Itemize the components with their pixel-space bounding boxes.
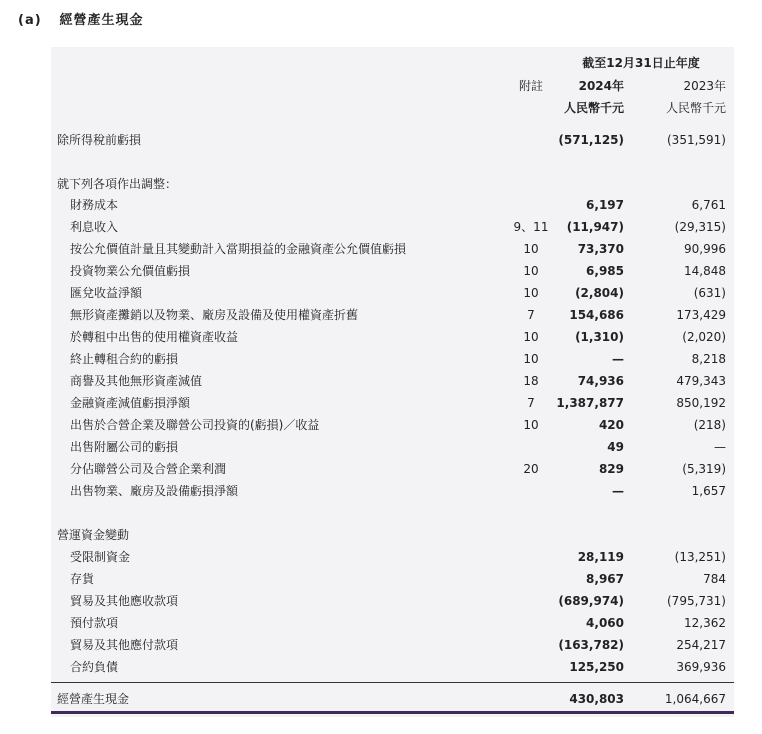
note-column-header: 附註	[518, 79, 543, 93]
row-description: 合約負債	[70, 660, 119, 674]
row-description: 匯兌收益淨額	[70, 286, 143, 300]
row-value-2024: —	[612, 484, 624, 498]
row-description: 經營產生現金	[57, 692, 130, 706]
row-description: 就下列各項作出調整：	[57, 177, 178, 191]
row-note: 10	[523, 418, 539, 432]
row-value-2024: 4,060	[586, 616, 624, 630]
row-value-2023: (2,020)	[682, 330, 726, 344]
row-value-2023: (631)	[693, 286, 726, 300]
row-value-2023: 254,217	[676, 638, 726, 652]
row-value-2024: 430,803	[569, 692, 624, 706]
unit-2023-header: 人民幣千元	[665, 101, 726, 115]
row-value-2024: 28,119	[577, 550, 624, 564]
unit-2024-header: 人民幣千元	[563, 101, 624, 115]
row-value-2024: (1,310)	[575, 330, 624, 344]
row-description: 商譽及其他無形資產減值	[70, 374, 203, 388]
section-heading	[18, 9, 144, 28]
row-value-2023: 6,761	[691, 198, 726, 212]
year-2023-header: 2023年	[683, 79, 726, 93]
row-description: 出售物業、廠房及設備虧損淨額	[70, 484, 239, 498]
row-description: 除所得稅前虧損	[57, 133, 142, 147]
row-description: 無形資產攤銷以及物業、廠房及設備及使用權資產折舊	[70, 308, 359, 322]
row-value-2023: 90,996	[684, 242, 726, 256]
row-value-2024: 154,686	[569, 308, 624, 322]
row-description: 貿易及其他應付款項	[70, 638, 179, 652]
row-description: 終止轉租合約的虧損	[70, 352, 179, 366]
row-note: 10	[523, 286, 539, 300]
year-2024-header: 2024年	[578, 79, 624, 93]
row-value-2024: 49	[607, 440, 624, 454]
row-value-2023: 1,657	[691, 484, 726, 498]
row-value-2024: (11,947)	[566, 220, 624, 234]
row-description: 貿易及其他應收款項	[70, 594, 179, 608]
row-note: 9、11	[513, 220, 549, 234]
row-value-2023: (13,251)	[674, 550, 726, 564]
row-value-2024: 1,387,877	[556, 396, 624, 410]
row-value-2024: —	[612, 352, 624, 366]
row-value-2024: (163,782)	[558, 638, 624, 652]
total-bottom-rule	[51, 711, 734, 714]
row-note: 10	[523, 352, 539, 366]
row-value-2024: 73,370	[577, 242, 624, 256]
row-value-2023: 14,848	[684, 264, 726, 278]
row-value-2023: (351,591)	[667, 133, 726, 147]
row-value-2024: 74,936	[577, 374, 624, 388]
row-note: 10	[523, 242, 539, 256]
row-description: 存貨	[70, 572, 95, 586]
row-value-2023: 12,362	[684, 616, 726, 630]
row-value-2023: 369,936	[676, 660, 726, 674]
row-note: 7	[527, 396, 535, 410]
row-value-2024: 6,197	[586, 198, 624, 212]
row-note: 18	[523, 374, 539, 388]
row-description: 出售於合營企業及聯營公司投資的(虧損)／收益	[70, 418, 320, 432]
row-note: 20	[523, 462, 539, 476]
row-note: 10	[523, 264, 539, 278]
row-value-2023: (795,731)	[667, 594, 726, 608]
row-description: 分佔聯營公司及合營企業利潤	[70, 462, 227, 476]
row-description: 出售附屬公司的虧損	[70, 440, 179, 454]
row-value-2023: 8,218	[691, 352, 726, 366]
row-description: 金融資產減值虧損淨額	[70, 396, 191, 410]
period-header: 截至12月31日止年度	[582, 56, 700, 70]
row-value-2024: 125,250	[569, 660, 624, 674]
row-value-2023: 784	[703, 572, 726, 586]
row-value-2024: 6,985	[586, 264, 624, 278]
row-value-2024: (689,974)	[558, 594, 624, 608]
row-value-2023: 850,192	[676, 396, 726, 410]
section-label: (a)	[18, 13, 42, 28]
row-value-2024: (2,804)	[575, 286, 624, 300]
total-top-rule	[51, 682, 734, 683]
row-note: 7	[527, 308, 535, 322]
row-value-2023: 173,429	[676, 308, 726, 322]
row-note: 10	[523, 330, 539, 344]
row-value-2023: (218)	[693, 418, 726, 432]
row-value-2024: 829	[598, 462, 624, 476]
section-title: 經營產生現金	[59, 13, 144, 28]
row-description: 於轉租中出售的使用權資產收益	[70, 330, 239, 344]
row-description: 按公允價值計量且其變動計入當期損益的金融資產公允價值虧損	[70, 242, 407, 256]
row-description: 營運資金變動	[57, 528, 130, 542]
row-value-2024: 8,967	[586, 572, 624, 586]
row-value-2024: 420	[598, 418, 624, 432]
row-value-2023: (5,319)	[682, 462, 726, 476]
row-description: 投資物業公允價值虧損	[70, 264, 191, 278]
row-description: 預付款項	[70, 616, 119, 630]
row-value-2023: 1,064,667	[664, 692, 726, 706]
row-value-2023: (29,315)	[674, 220, 726, 234]
row-description: 財務成本	[70, 198, 119, 212]
row-value-2023: —	[714, 440, 726, 454]
row-description: 利息收入	[70, 220, 119, 234]
cash-flow-table	[51, 47, 734, 717]
row-description: 受限制資金	[70, 550, 131, 564]
row-value-2024: (571,125)	[558, 133, 624, 147]
row-value-2023: 479,343	[676, 374, 726, 388]
